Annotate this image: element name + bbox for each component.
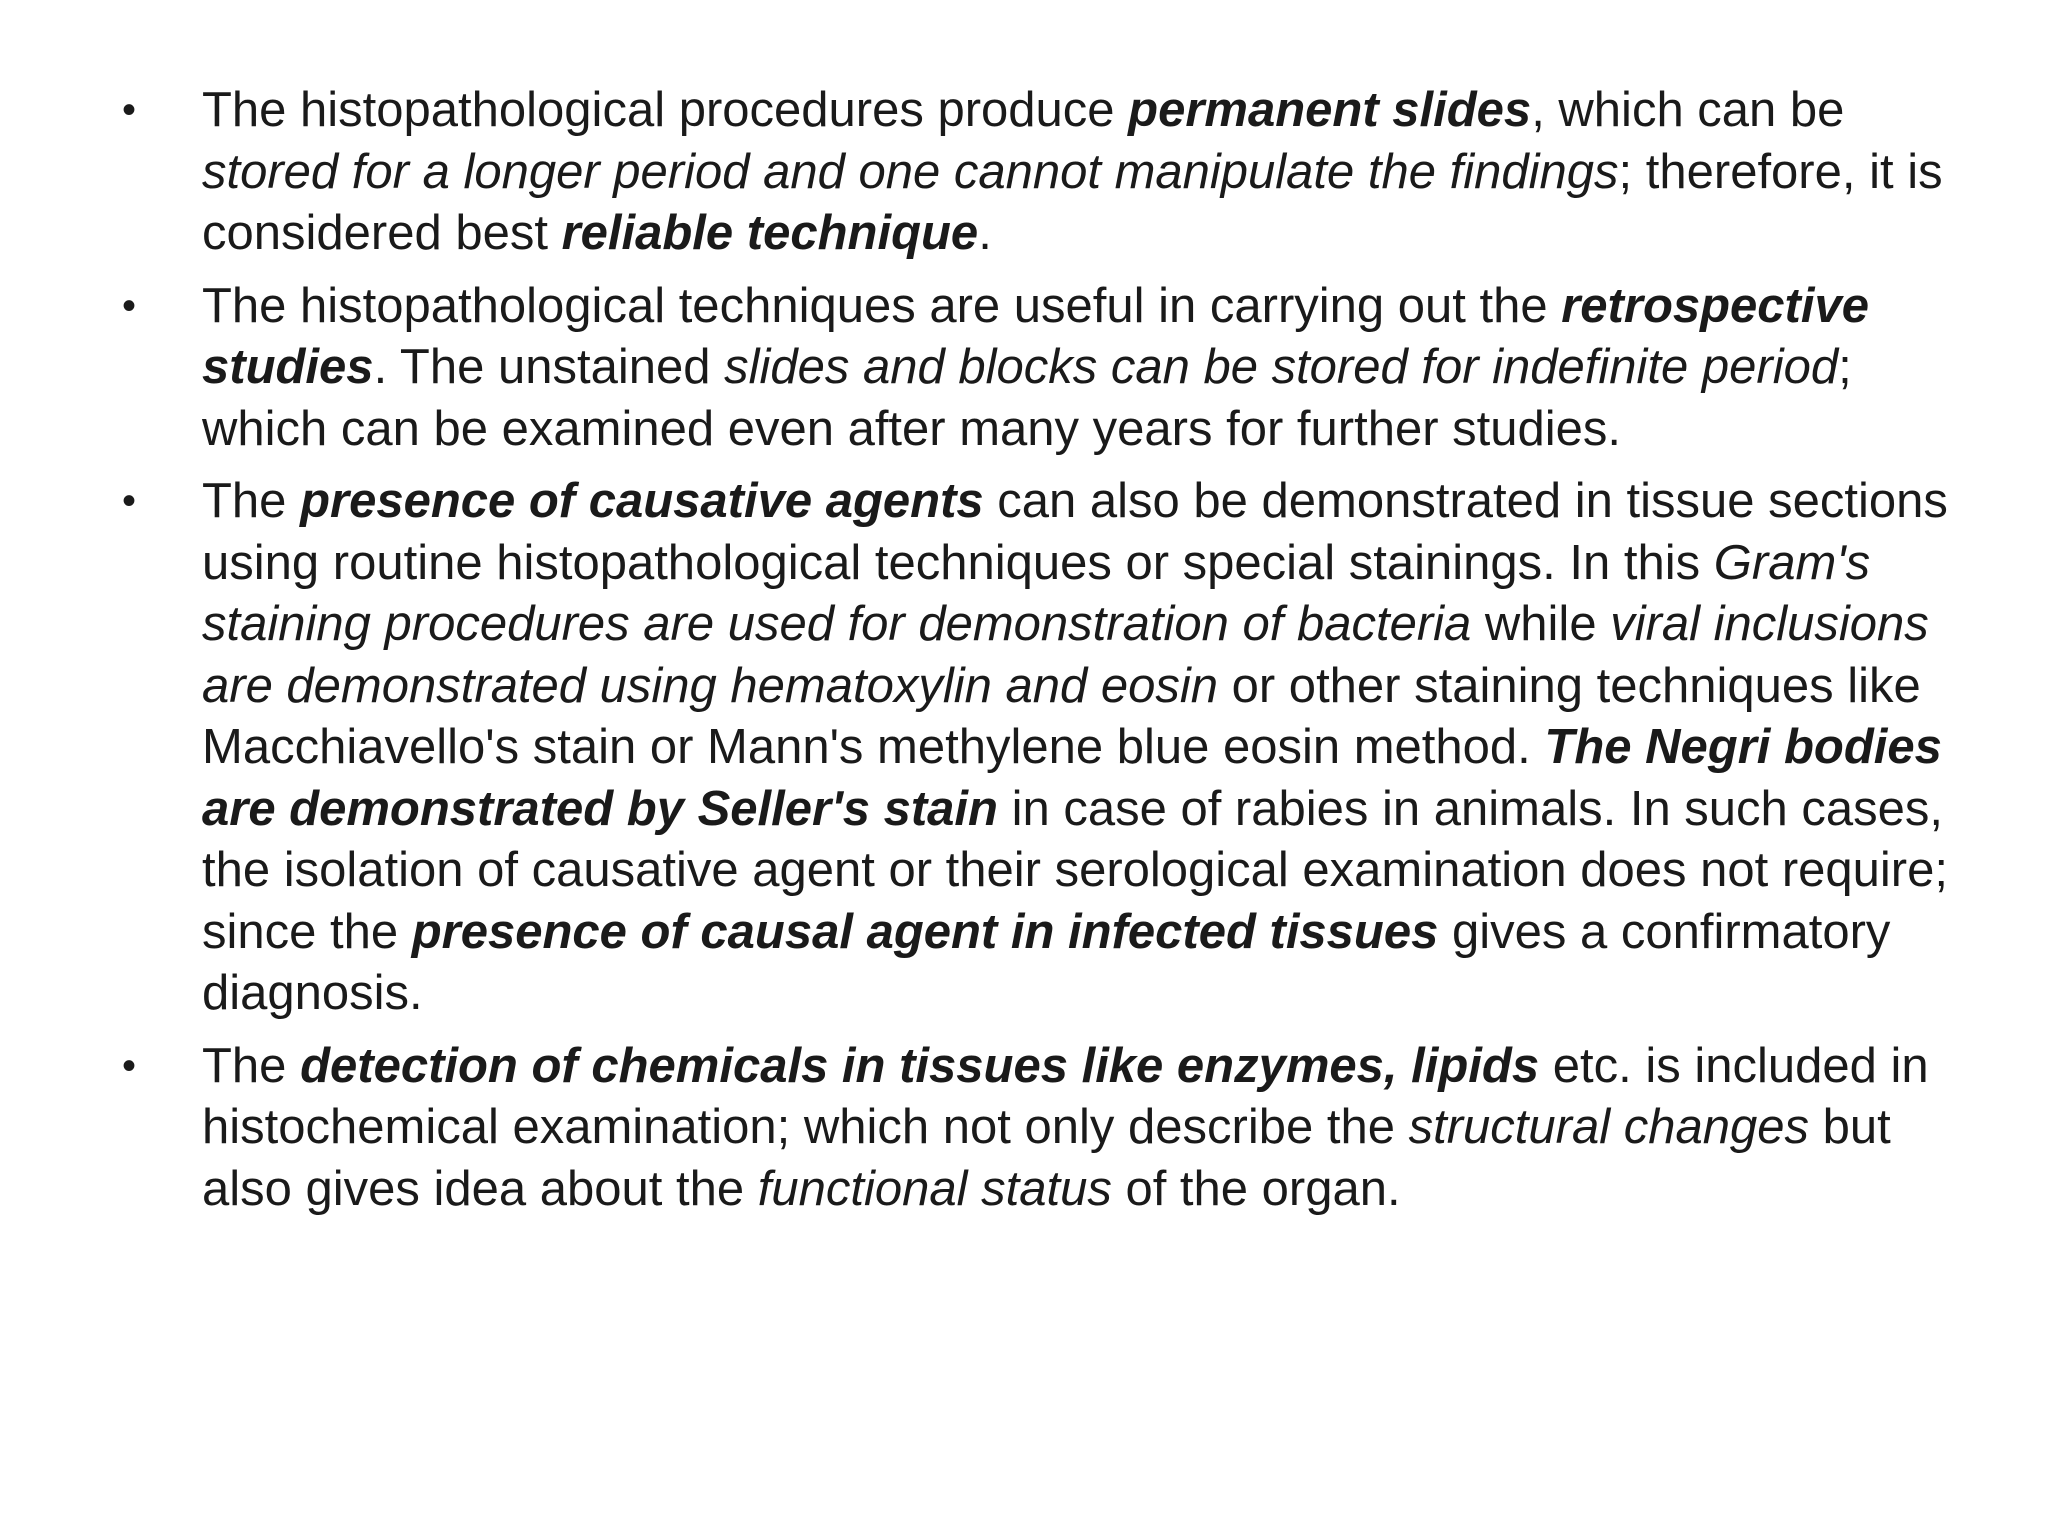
emphasis-bold-italic: retrospective studies xyxy=(202,278,1869,394)
bullet-text-segment: . xyxy=(978,206,992,260)
emphasis-bold-italic: presence of causal agent in infected tissues xyxy=(411,904,1439,959)
bullet-text-segment: while xyxy=(1471,597,1611,651)
emphasis-italic: structural changes xyxy=(1408,1100,1809,1154)
bullet-text-segment: or other staining techniques like Macchiavello's stain or Mann's methylene blue eosin method. xyxy=(202,658,1921,774)
bullet-text-segment: The histopathological procedures produce xyxy=(202,83,1129,137)
emphasis-bold-italic: detection of chemicals in tissues like enzymes, lipids xyxy=(300,1038,1540,1093)
bullet-item-2 xyxy=(0,276,2048,461)
bullet-item-3 xyxy=(0,471,2048,1025)
bullet-text-segment: ; which can be examined even after many years for further studies. xyxy=(202,340,1852,456)
bullet-text-segment: in case of rabies in animals. In such cases, the isolation of causative agent or their serological examination does not require; since the xyxy=(202,781,1948,959)
emphasis-italic: Gram's staining procedures are used for demonstration of bacteria xyxy=(202,535,1871,651)
emphasis-italic: slides and blocks can be stored for indefinite period xyxy=(724,340,1839,394)
bullet-text-segment: gives a confirmatory diagnosis. xyxy=(202,904,1891,1020)
bullet-dot-icon: • xyxy=(122,479,137,523)
bullet-item-4 xyxy=(0,1036,2048,1221)
emphasis-italic: functional status xyxy=(757,1161,1112,1216)
bullet-dot-icon: • xyxy=(122,1043,137,1088)
bullet-list xyxy=(0,80,2048,1231)
bullet-item-1 xyxy=(0,80,2048,265)
bullet-text-segment: The xyxy=(202,474,301,528)
bullet-dot-icon: • xyxy=(122,88,137,132)
bullet-text-segment: The xyxy=(202,1038,301,1093)
bullet-dot-icon: • xyxy=(122,283,137,328)
bullet-text-segment: etc. is included in histochemical examination; which not only describe the xyxy=(202,1038,1929,1154)
bullet-text-segment: of the organ. xyxy=(1111,1161,1401,1216)
emphasis-italic: stored for a longer period and one cannot manipulate the findings xyxy=(202,144,1619,199)
emphasis-bold-italic: permanent slides xyxy=(1128,83,1532,137)
bullet-text-segment: . The unstained xyxy=(373,340,725,394)
bullet-text-segment: , which can be xyxy=(1531,83,1845,137)
bullet-text-segment: The histopathological techniques are useful in carrying out the xyxy=(202,278,1562,333)
emphasis-italic: viral inclusions are demonstrated using hematoxylin and eosin xyxy=(202,597,1929,713)
emphasis-bold-italic: The Negri bodies are demonstrated by Seller's stain xyxy=(202,720,1942,836)
bullet-text-segment: ; therefore, it is considered best xyxy=(202,144,1943,260)
bullet-text-segment: can also be demonstrated in tissue sections using routine histopathological techniques or special stainings. In this xyxy=(202,474,1948,590)
bullet-text-segment: but also gives idea about the xyxy=(202,1100,1891,1216)
emphasis-bold-italic: presence of causative agents xyxy=(300,474,984,528)
emphasis-bold-italic: reliable technique xyxy=(561,206,979,260)
